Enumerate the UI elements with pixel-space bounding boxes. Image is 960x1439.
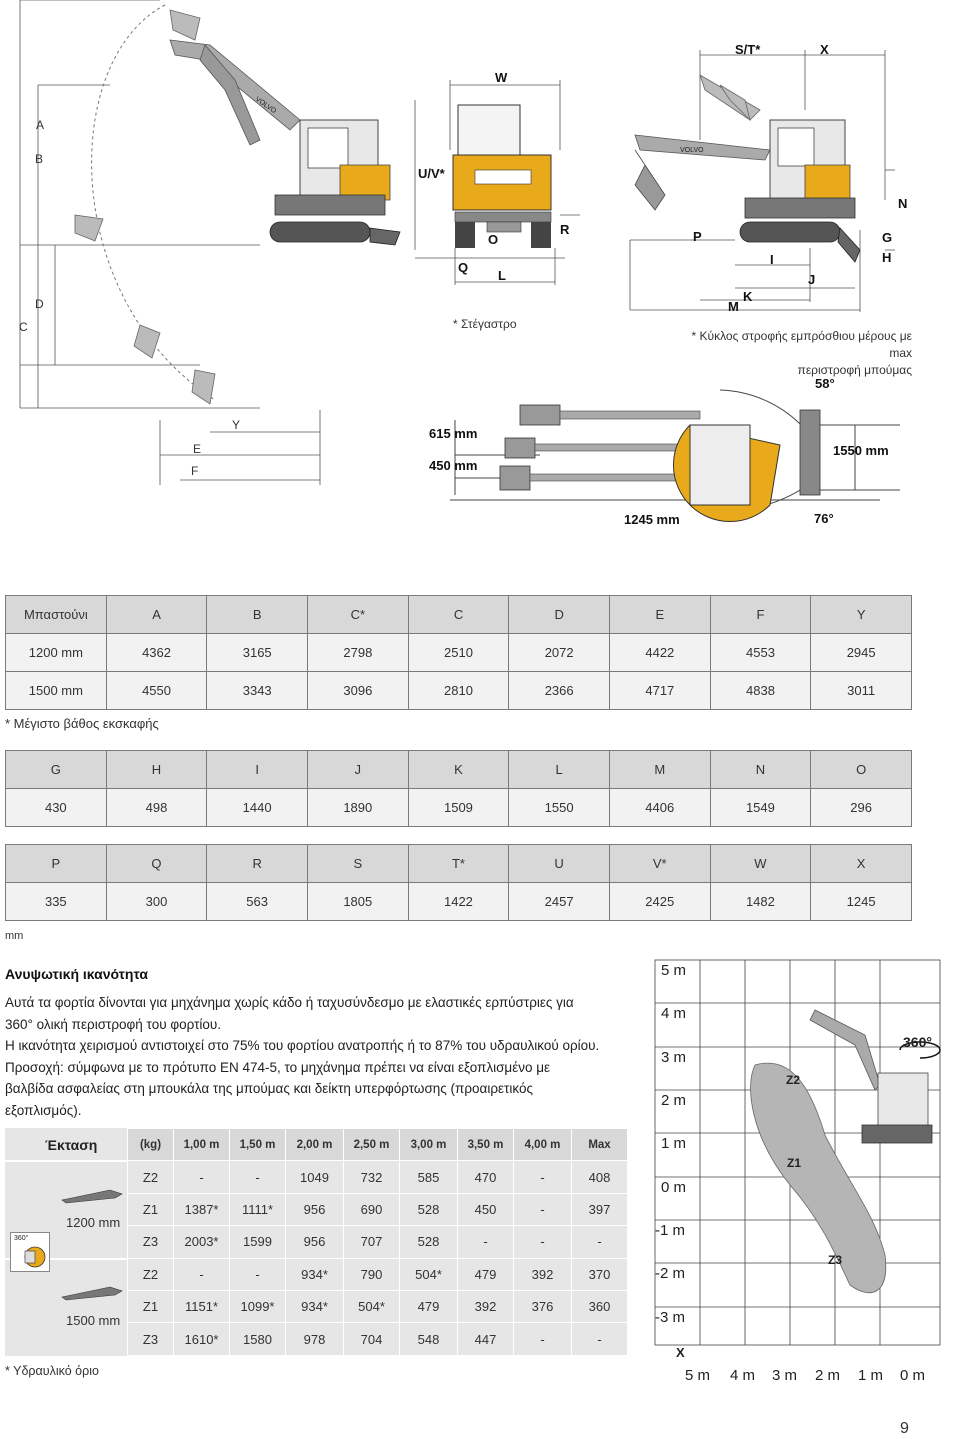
chart-boom <box>810 1010 880 1090</box>
spec-table-2 <box>5 750 912 827</box>
y-tick-label: 5 m <box>661 962 687 979</box>
table-row <box>6 672 912 710</box>
x-tick-label: 3 m <box>772 1367 798 1384</box>
table-header-cell: C <box>408 596 509 634</box>
table-cell: 2510 <box>408 634 509 672</box>
table-cell: 3343 <box>207 672 308 710</box>
table-cell: 548 <box>400 1323 458 1355</box>
table-header-cell: K <box>408 751 509 789</box>
lifting-line: Αυτά τα φορτία δίνονται για μηχάνημα χωρίς κάδο ή ταχυσύνδεσμο με ελαστικές ερπύστριες για <box>5 995 574 1010</box>
table-cell: - <box>174 1161 230 1193</box>
dim-label-uv: U/V* <box>418 166 445 181</box>
table-row <box>6 634 912 672</box>
table-cell: 1500 mm <box>6 672 107 710</box>
swing-note <box>670 328 912 379</box>
table-cell: 934* <box>286 1290 344 1322</box>
y-tick-label: -2 m <box>655 1265 685 1282</box>
table-header-cell: 3,00 m <box>400 1129 458 1161</box>
y-tick-label: -3 m <box>655 1309 685 1326</box>
table-cell: 296 <box>811 789 912 827</box>
table-cell: 1387* <box>174 1193 230 1225</box>
table-header-cell: V* <box>609 845 710 883</box>
y-tick-label: 2 m <box>661 1092 687 1109</box>
table-cell: - <box>572 1323 628 1355</box>
table-cell: 1049 <box>286 1161 344 1193</box>
svg-text:VOLVO: VOLVO <box>680 147 704 154</box>
table-cell: 376 <box>514 1290 572 1322</box>
zone-z3: Z3 <box>828 1253 843 1267</box>
dim-label-l: L <box>498 268 506 283</box>
y-tick-label: 0 m <box>661 1179 687 1196</box>
table-header-cell: A <box>106 596 207 634</box>
table-cell: 2798 <box>308 634 409 672</box>
swing-note-line1: * Κύκλος στροφής εμπρόσθιου μέρους με max <box>691 329 912 360</box>
table-cell: - <box>230 1161 286 1193</box>
table-cell: - <box>514 1323 572 1355</box>
table-header-cell: Μπαστούνι <box>6 596 107 634</box>
dim-label-a: A <box>36 118 45 132</box>
table-header-cell: L <box>509 751 610 789</box>
table-cell: - <box>514 1193 572 1225</box>
table-header-cell: P <box>6 845 107 883</box>
table-cell: 732 <box>344 1161 400 1193</box>
table-cell: 1099* <box>230 1290 286 1322</box>
table-cell: 956 <box>286 1226 344 1258</box>
y-tick-label: 4 m <box>661 1005 687 1022</box>
lifting-line: Η ικανότητα χειρισμού αντιστοιχεί στο 75% του φορτίου ανατροπής ή το 87% του υδραυλικού ορίου. <box>5 1038 600 1053</box>
dim-label-r: R <box>560 222 570 237</box>
table-header-cell: D <box>509 596 610 634</box>
table-cell: 934* <box>286 1258 344 1290</box>
table-row <box>128 1226 628 1258</box>
table-header-cell: J <box>307 751 408 789</box>
zone-z1: Z1 <box>787 1156 802 1170</box>
dim-label-e: E <box>193 442 202 456</box>
table-cell: Z1 <box>128 1290 174 1322</box>
table-cell: - <box>572 1226 628 1258</box>
table-header-cell: Y <box>811 596 912 634</box>
table-cell: - <box>174 1258 230 1290</box>
table-cell: Z2 <box>128 1161 174 1193</box>
table-cell: 4406 <box>609 789 710 827</box>
table-cell: 4553 <box>710 634 811 672</box>
dim-label-i: I <box>770 252 774 267</box>
x-tick-label: 2 m <box>815 1367 841 1384</box>
table-cell: 360 <box>572 1290 628 1322</box>
table-cell: 335 <box>6 883 107 921</box>
table-header-cell: R <box>207 845 308 883</box>
lifting-line: εξοπλισμός). <box>5 1102 82 1118</box>
x-tick-label: 4 m <box>730 1367 756 1384</box>
table-cell: 408 <box>572 1161 628 1193</box>
table-header-cell: H <box>106 751 207 789</box>
arm-1200-label: 1200 mm <box>66 1215 121 1230</box>
table-cell: 479 <box>458 1258 514 1290</box>
table-row <box>128 1258 628 1290</box>
table-cell: 300 <box>106 883 207 921</box>
lifting-description <box>5 992 645 1121</box>
table-header-cell: F <box>710 596 811 634</box>
table-header-row <box>6 751 912 789</box>
swing-note-line2: περιστροφή μπούμας <box>797 363 912 377</box>
x-tick-label: 5 m <box>685 1367 711 1384</box>
reach-zone <box>751 1063 886 1293</box>
table-cell: 1151* <box>174 1290 230 1322</box>
table-cell: 397 <box>572 1193 628 1225</box>
dim-label-q: Q <box>458 260 469 275</box>
dim-label-f: F <box>191 464 199 478</box>
table-header-cell: B <box>207 596 308 634</box>
page-number: 9 <box>900 1420 909 1437</box>
svg-text:VOLVO: VOLVO <box>253 95 278 116</box>
table-cell: 563 <box>207 883 308 921</box>
lifting-line: βαλβίδα ασφαλείας στη μπουκάλα της μπούμας και δείκτη υπερφόρτωσης (προαιρετικός <box>5 1081 533 1096</box>
table-cell: 1509 <box>408 789 509 827</box>
table-cell: 707 <box>344 1226 400 1258</box>
table-cell: 504* <box>344 1290 400 1322</box>
table-header-cell: W <box>710 845 811 883</box>
reach-divider <box>5 1160 127 1162</box>
arm-1500-icon <box>60 1285 125 1301</box>
table-cell: - <box>458 1226 514 1258</box>
arm-1500-label: 1500 mm <box>66 1313 121 1328</box>
lifting-line: 360° ολική περιστροφή του φορτίου. <box>5 1016 222 1032</box>
table-cell: 430 <box>6 789 107 827</box>
table-header-cell: I <box>207 751 308 789</box>
table-row <box>128 1193 628 1225</box>
table-header-cell: S <box>307 845 408 883</box>
table-header-cell: 1,50 m <box>230 1129 286 1161</box>
table-cell: 528 <box>400 1226 458 1258</box>
table-cell: 4422 <box>610 634 711 672</box>
angle-right: 76° <box>814 511 834 526</box>
width-615: 615 mm <box>429 426 478 441</box>
spec-table-1 <box>5 595 912 710</box>
table-header-cell: Max <box>572 1129 628 1161</box>
table-cell: 3096 <box>308 672 409 710</box>
table-cell: 498 <box>106 789 207 827</box>
table-header-row <box>128 1129 628 1161</box>
y-tick-label: 1 m <box>661 1135 687 1152</box>
table-cell: Z3 <box>128 1323 174 1355</box>
table-cell: 3011 <box>811 672 912 710</box>
table-cell: 528 <box>400 1193 458 1225</box>
table-cell: 4838 <box>710 672 811 710</box>
table-header-cell: U <box>509 845 610 883</box>
table-cell: 1200 mm <box>6 634 107 672</box>
table-header-cell: 2,00 m <box>286 1129 344 1161</box>
table-header-cell: G <box>6 751 107 789</box>
table-cell: 2810 <box>408 672 509 710</box>
excavator-dimension-diagram <box>0 0 960 540</box>
table-cell: 2072 <box>509 634 610 672</box>
table-cell: - <box>514 1226 572 1258</box>
table-cell: 392 <box>514 1258 572 1290</box>
table-header-cell: O <box>811 751 912 789</box>
table-cell: 392 <box>458 1290 514 1322</box>
table-cell: 956 <box>286 1193 344 1225</box>
table-cell: 370 <box>572 1258 628 1290</box>
dim-label-p: P <box>693 229 702 244</box>
table-header-cell: M <box>609 751 710 789</box>
table-header-cell: C* <box>308 596 409 634</box>
table-cell: 2425 <box>609 883 710 921</box>
table-cell: 1482 <box>710 883 811 921</box>
table-cell: 585 <box>400 1161 458 1193</box>
table-cell: - <box>514 1161 572 1193</box>
table-header-cell: 2,50 m <box>344 1129 400 1161</box>
table-row <box>6 883 912 921</box>
canopy-note: * Στέγαστρο <box>453 317 517 331</box>
table-cell: 690 <box>344 1193 400 1225</box>
table-cell: 450 <box>458 1193 514 1225</box>
rotation-badge <box>10 1232 50 1272</box>
table-header-cell: X <box>811 845 912 883</box>
table-header-cell: N <box>710 751 811 789</box>
table-cell: Z3 <box>128 1226 174 1258</box>
x-tick-label: 1 m <box>858 1367 884 1384</box>
table-cell: 4362 <box>106 634 207 672</box>
dim-label-st: S/T* <box>735 42 761 57</box>
table-header-cell: 1,00 m <box>174 1129 230 1161</box>
load-table <box>127 1128 628 1356</box>
table-row <box>128 1290 628 1322</box>
table-cell: 1549 <box>710 789 811 827</box>
table-cell: 470 <box>458 1161 514 1193</box>
y-tick-label: -1 m <box>655 1222 685 1239</box>
lifting-title: Ανυψωτική ικανότητα <box>5 966 148 982</box>
table-cell: 704 <box>344 1323 400 1355</box>
table-header-cell: E <box>610 596 711 634</box>
dim-label-k: K <box>743 289 753 304</box>
width-450: 450 mm <box>429 458 478 473</box>
chart-cab <box>878 1073 928 1131</box>
table-cell: 1440 <box>207 789 308 827</box>
table-cell: 978 <box>286 1323 344 1355</box>
spec-table-3 <box>5 844 912 921</box>
spec-footnote: * Μέγιστο βάθος εκσκαφής <box>5 716 159 731</box>
unit-label: mm <box>5 930 24 942</box>
hydraulic-footnote: * Υδραυλικό όριο <box>5 1364 99 1378</box>
table-cell: 479 <box>400 1290 458 1322</box>
table-cell: - <box>230 1258 286 1290</box>
arm-1200-icon <box>60 1188 125 1204</box>
width-1245: 1245 mm <box>624 512 680 527</box>
dim-label-j: J <box>808 272 816 287</box>
table-cell: 1245 <box>811 883 912 921</box>
table-header-cell: Q <box>106 845 207 883</box>
table-cell: 1111* <box>230 1193 286 1225</box>
dim-label-x: X <box>820 42 829 57</box>
dim-label-w: W <box>495 70 508 85</box>
table-cell: Z2 <box>128 1258 174 1290</box>
table-row <box>128 1161 628 1193</box>
table-cell: 2003* <box>174 1226 230 1258</box>
dim-label-h: H <box>882 250 892 265</box>
y-tick-label: 3 m <box>661 1049 687 1066</box>
table-cell: 1580 <box>230 1323 286 1355</box>
table-cell: 1422 <box>408 883 509 921</box>
table-cell: 1550 <box>509 789 610 827</box>
table-cell: 790 <box>344 1258 400 1290</box>
table-header-cell: 4,00 m <box>514 1129 572 1161</box>
table-cell: 2366 <box>509 672 610 710</box>
width-1550: 1550 mm <box>833 443 889 458</box>
lifting-line: Προσοχή: σύμφωνα με το πρότυπο EN 474-5, το μηχάνημα πρέπει να είναι εξοπλισμένο με <box>5 1059 551 1075</box>
table-cell: 3165 <box>207 634 308 672</box>
dim-label-y: Y <box>232 418 241 432</box>
table-cell: 4717 <box>610 672 711 710</box>
table-cell: 1890 <box>307 789 408 827</box>
table-header-cell: (kg) <box>128 1129 174 1161</box>
reach-label: Έκταση <box>45 1137 98 1153</box>
zone-z2: Z2 <box>786 1073 801 1087</box>
table-cell: 4550 <box>106 672 207 710</box>
x-marker: X <box>676 1345 685 1360</box>
table-header-cell: T* <box>408 845 509 883</box>
chart-rotation-label: 360° <box>903 1034 932 1050</box>
dim-label-g: G <box>882 230 893 245</box>
table-cell: 504* <box>400 1258 458 1290</box>
table-cell: 2945 <box>811 634 912 672</box>
table-cell: 1599 <box>230 1226 286 1258</box>
table-row <box>6 789 912 827</box>
table-cell: 447 <box>458 1323 514 1355</box>
x-tick-label: 0 m <box>900 1367 926 1384</box>
dim-label-o: O <box>488 232 499 247</box>
dim-label-m: M <box>728 299 739 314</box>
table-header-row <box>6 596 912 634</box>
table-row <box>128 1323 628 1355</box>
angle-left: 58° <box>815 376 835 391</box>
dim-label-b: B <box>35 152 44 166</box>
dim-label-n: N <box>898 196 908 211</box>
table-cell: 2457 <box>509 883 610 921</box>
table-header-row <box>6 845 912 883</box>
rotation-badge-label: 360° <box>14 1235 29 1242</box>
table-cell: Z1 <box>128 1193 174 1225</box>
table-header-cell: 3,50 m <box>458 1129 514 1161</box>
dim-label-c: C <box>19 320 28 334</box>
table-cell: 1610* <box>174 1323 230 1355</box>
dim-label-d: D <box>35 297 44 311</box>
table-cell: 1805 <box>307 883 408 921</box>
chart-tracks <box>862 1125 932 1143</box>
